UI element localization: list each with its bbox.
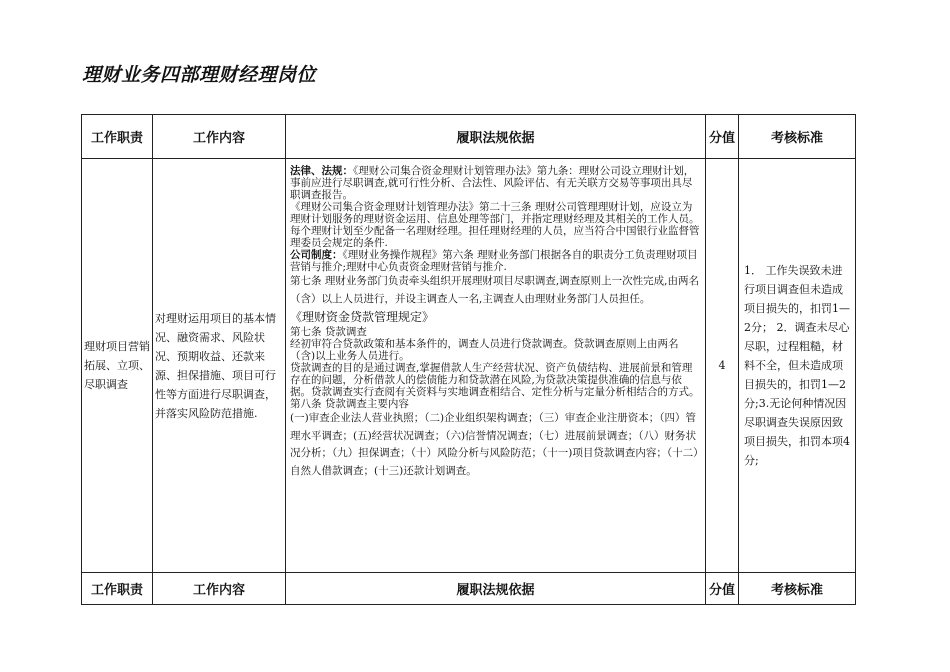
score-cell: 4 <box>706 159 739 573</box>
basis-paragraph: (一)审查企业法人营业执照；（二)企业组织架构调查；（三）审查企业注册资本；（四）管理水平调查；(五)经营状况调查；（六)信誉情况调查；（七）进展前景调查；（八）财务状况分析；（九）担保调查；（十）风险分析与风险防范；（十一)项目贷款调查内容；（十二）自然人借款调查；(十三)还款计划调查。 <box>290 412 699 477</box>
page-title: 理财业务四部理财经理岗位 <box>82 64 317 86</box>
header-criteria: 考核标准 <box>739 573 856 605</box>
basis-paragraph: 第七条 贷款调查 <box>290 326 367 338</box>
header-basis: 履职法规依据 <box>286 573 706 605</box>
basis-label-policy: 公司制度： <box>290 249 343 261</box>
basis-paragraph: 《理财公司集合资金理财计划管理办法》第二十三条 理财公司管理理财计划，应设立为理财计划服务的理财资金运用、信息处理等部门，并指定理财经理及其相关的工作人员。 <box>290 201 700 225</box>
basis-paragraph: 每个理财计划至少配备一名理财经理。担任理财经理的人员，应当符合中国银行业监督管理委员会规定的条件. <box>290 225 700 249</box>
basis-paragraph: 《理财资金贷款管理规定》 <box>290 310 435 324</box>
basis-paragraph: 第七条 理财业务部门负责牵头组织开展理财项目尽职调查,调查原则上一次性完成,由两名（含）以上人员进行，并设主调查人一名,主调查人由理财业务部门人员担任。 <box>290 275 700 305</box>
criteria-cell: 1． 工作失误致未进行项目调查但未造成项目损失的，扣罚1—2分； 2．调查未尽心尽职，过程粗糙，材料不全，但未造成项目损失的，扣罚1—2分;3.无论何种情况因尽职调查失误原因致项目损失，扣罚本项4分; <box>739 159 856 573</box>
duty-table <box>81 114 856 605</box>
header-score: 分值 <box>706 573 739 605</box>
basis-label-law: 法律、法规： <box>290 165 353 177</box>
basis-text: 《理财业务操作规程》第六条 理财业务部门根据各自的职责分工负责理财项目营销与推介;理财中心负责资金理财营销与推介. <box>290 249 698 273</box>
header-content: 工作内容 <box>153 115 286 159</box>
table-header-row <box>82 115 856 159</box>
basis-paragraph <box>290 249 702 273</box>
basis-cell <box>286 159 706 573</box>
header-duty: 工作职责 <box>82 573 153 605</box>
header-basis: 履职法规依据 <box>286 115 706 159</box>
header-duty: 工作职责 <box>82 115 153 159</box>
basis-paragraph: 经初审符合贷款政策和基本条件的，调查人员进行贷款调查。贷款调查原则上由两名（含)以上业务人员进行。 <box>290 338 679 362</box>
basis-paragraph <box>290 165 702 201</box>
duty-cell: 理财项目营销拓展、立项、尽职调查 <box>82 159 153 573</box>
basis-paragraph: 贷款调查的目的是通过调查,掌握借款人生产经营状况、资产负债结构、进展前景和管理存在的问题，分析借款人的偿债能力和贷款潜在风险,为贷款决策提供准确的信息与依据。贷款调查实行查阅有关资料与实地调查相结合、定性分析与定量分析相结合的方式。 <box>290 362 700 398</box>
basis-text: 《理财公司集合资金理财计划管理办法》第九条：理财公司设立理财计划，事前应进行尽职调查,就可行性分析、合法性、风险评估、有无关联方交易等事项出具尽职调查报告。 <box>290 165 695 201</box>
table-row <box>82 159 856 573</box>
header-score: 分值 <box>706 115 739 159</box>
basis-paragraph: 第八条 贷款调查主要内容 <box>290 398 409 410</box>
header-criteria: 考核标准 <box>739 115 856 159</box>
header-content: 工作内容 <box>153 573 286 605</box>
table-footer-header-row <box>82 573 856 605</box>
content-cell: 对理财运用项目的基本情况、融资需求、风险状况、预期收益、还款来源、担保措施、项目可行性等方面进行尽职调查，并落实风险防范措施. <box>153 159 286 573</box>
